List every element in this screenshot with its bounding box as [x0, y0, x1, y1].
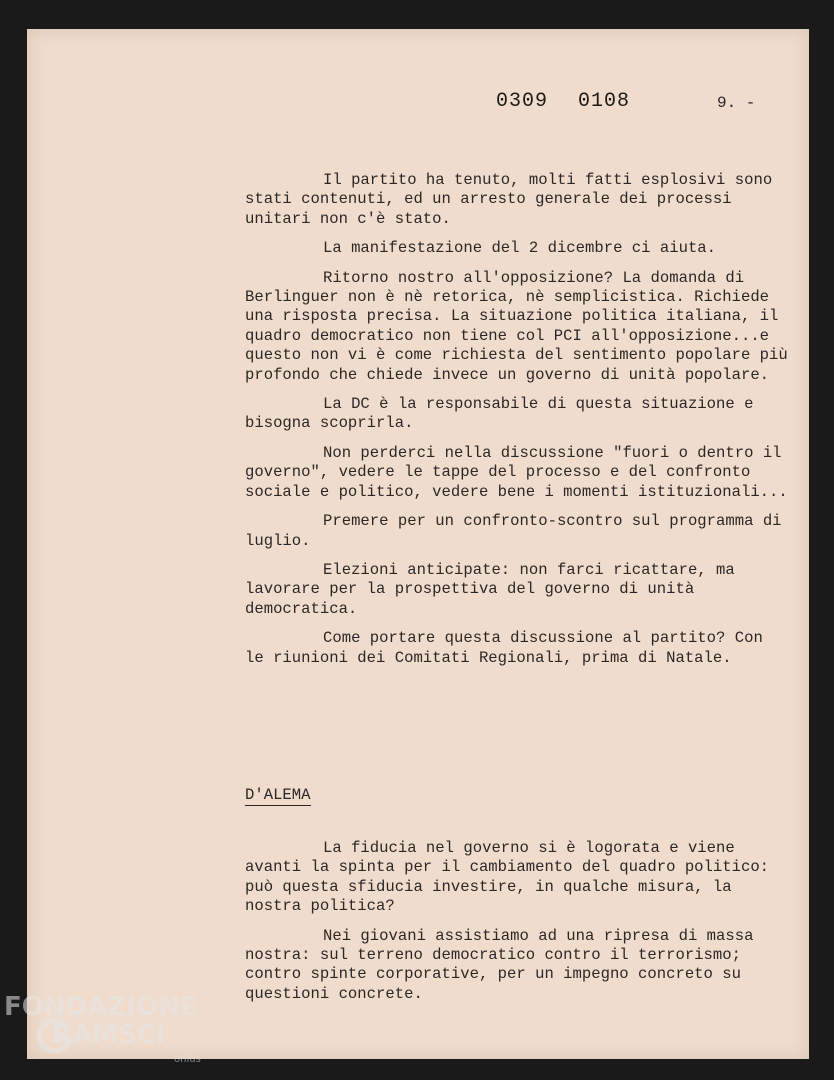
speaker-paragraph-2: Nei giovani assistiamo ad una ripresa di massa nostra: sul terreno democratico contro il terrorismo; contro spinte corporative, per un impegno concreto su questioni concrete. [245, 926, 754, 1003]
watermark-logo [0, 988, 210, 1080]
speaker-heading: D'ALEMA [245, 786, 311, 804]
speaker-body [245, 839, 790, 1004]
paragraph-7: Elezioni anticipate: non farci ricattare, ma lavorare per la prospettiva del governo di unità democratica. [245, 560, 735, 618]
paragraph-4: La DC è la responsabile di questa situazione e bisogna scoprirla. [245, 395, 754, 433]
archive-number: 0309 [496, 90, 549, 113]
paragraph-3: Ritorno nostro all'opposizione? La domanda di Berlinguer non è nè retorica, nè semplicistica. Richiede una risposta precisa. La situazione politica italiana, il quadro democratico non tiene col PCI all'opposizione...e questo non vi è come richiesta del sentimento popolare più profondo che chiede invece un governo di unità popolare. [245, 268, 788, 384]
speaker-paragraph-1: La fiducia nel governo si è logorata e viene avanti la spinta per il cambiamento del quadro politico: può questa sfiducia investire, in qualche misura, la nostra politica? [245, 839, 770, 916]
logo-name: RAMSCI [52, 1020, 166, 1050]
paragraph-8: Come portare questa discussione al partito? Con le riunioni dei Comitati Regionali, prima di Natale. [245, 629, 763, 667]
page-number: 9. - [717, 94, 756, 112]
paragraph-2: La manifestazione del 2 dicembre ci aiuta. [323, 239, 717, 258]
paragraph-5: Non perderci nella discussione "fuori o dentro il governo", vedere le tappe del processo e del confronto sociale e politico, vedere bene i momenti istituzionali... [245, 443, 788, 501]
folio-number: 0108 [578, 90, 631, 113]
logo-title: FONDAZIONE [4, 992, 198, 1022]
logo-sub: onlus [174, 1054, 201, 1065]
main-body [245, 171, 790, 668]
paragraph-6: Premere per un confronto-scontro sul programma di luglio. [245, 512, 782, 550]
paragraph-1: Il partito ha tenuto, molti fatti esplosivi sono stati contenuti, ed un arresto generale dei processi unitari non c'è stato. [245, 171, 773, 228]
